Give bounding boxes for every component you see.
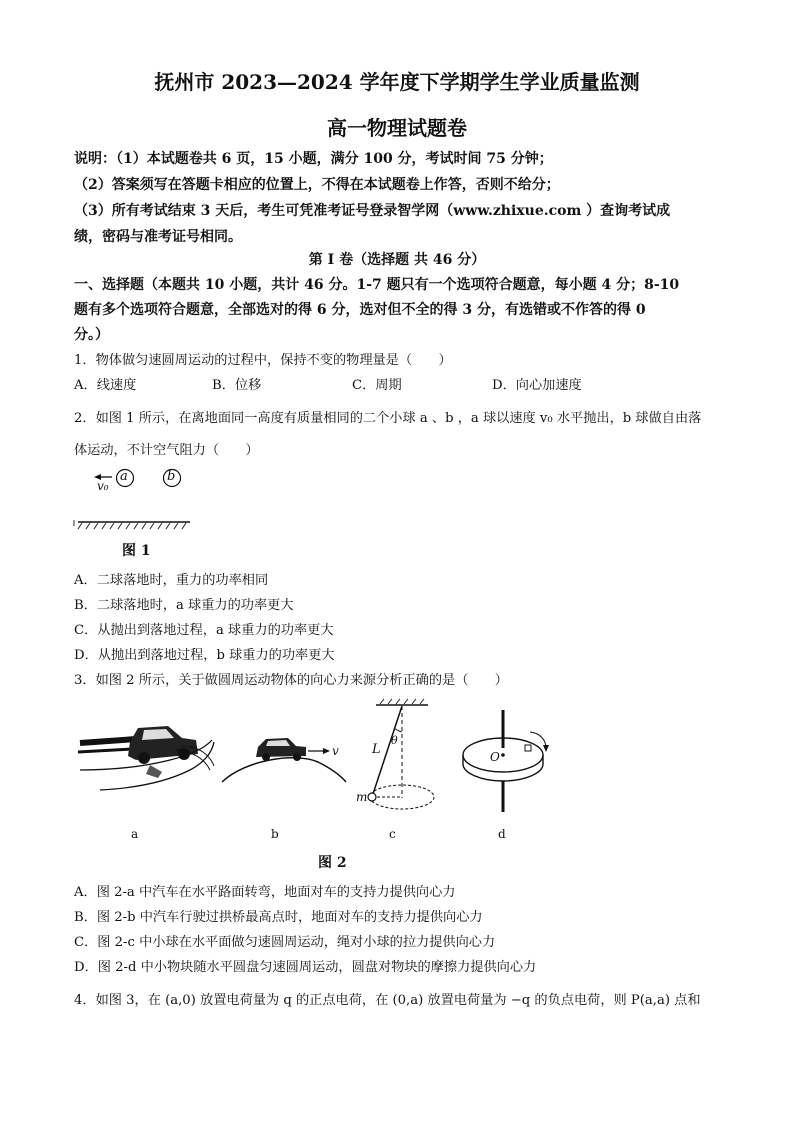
figure-2d-rotating-disk	[463, 710, 549, 812]
q3-option-c: C．图 2-c 中小球在水平面做匀速圆周运动，绳对小球的拉力提供向心力	[74, 935, 496, 950]
note-line-2: （2）答案须写在答题卡相应的位置上，不得在本试题卷上作答，否则不给分；	[74, 177, 560, 193]
q2-option-d: D．从抛出到落地过程，b 球重力的功率更大	[74, 648, 335, 663]
note-line-3: （3）所有考试结束 3 天后，考生可凭准考证号登录智学网（www.zhixue.com ）查询考试成	[74, 203, 671, 219]
q2-stem-line-2: 体运动，不计空气阻力（ ）	[74, 443, 259, 458]
q1-option-d: D．向心加速度	[492, 378, 582, 393]
figure-2a-label: a	[131, 827, 139, 841]
q1-option-a: A．线速度	[74, 378, 137, 393]
q1-option-c: C．周期	[352, 378, 402, 393]
q3-stem: 3．如图 2 所示，关于做圆周运动物体的向心力来源分析正确的是（ ）	[74, 673, 508, 688]
q2-option-b: B．二球落地时，a 球重力的功率更大	[74, 598, 294, 613]
figure-1-caption: 图 1	[122, 543, 151, 559]
q2-option-c: C．从抛出到落地过程，a 球重力的功率更大	[74, 623, 334, 638]
part1-intro-1: 一、选择题（本题共 10 小题，共计 46 分。1-7 题只有一个选项符合题意，每小题 4 分；8-10	[74, 277, 680, 293]
figure-2-caption: 图 2	[318, 855, 347, 871]
q1-stem: 1．物体做匀速圆周运动的过程中，保持不变的物理量是（ ）	[74, 353, 452, 368]
q2-stem-line-1: 2．如图 1 所示，在离地面同一高度有质量相同的二个小球 a 、b ，a 球以速度 v₀ 水平抛出，b 球做自由落	[74, 411, 702, 426]
figure-2c-theta-label: θ	[391, 734, 398, 747]
q1-option-b: B．位移	[212, 378, 262, 393]
exam-subtitle: 高一物理试题卷	[327, 116, 467, 140]
q3-option-b: B．图 2-b 中汽车行驶过拱桥最高点时，地面对车的支持力提供向心力	[74, 910, 483, 925]
part1-heading: 第 I 卷（选择题 共 46 分）	[308, 252, 486, 268]
figure-2c-m-label: m	[356, 790, 368, 804]
figure-2b-car-on-bridge	[222, 738, 346, 782]
figure-2b-v-label: v	[332, 744, 339, 758]
note-line-4: 绩，密码与准考证号相同。	[74, 229, 242, 245]
figure-1-v0-label: v₀	[97, 479, 109, 493]
part1-intro-3: 分。）	[74, 327, 109, 343]
figure-2d-label: d	[498, 827, 506, 841]
q3-option-d: D．图 2-d 中小物块随水平圆盘匀速圆周运动，圆盘对物块的摩擦力提供向心力	[74, 960, 537, 975]
figure-2d-O-label: O	[490, 750, 500, 764]
figure-2b-label: b	[271, 827, 279, 841]
q3-option-a: A．图 2-a 中汽车在水平路面转弯，地面对车的支持力提供向心力	[74, 885, 456, 900]
figure-2a-car-turning	[78, 726, 214, 790]
note-line-1: 说明：（1）本试题卷共 6 页，15 小题，满分 100 分，考试时间 75 分钟；	[74, 151, 553, 167]
figure-2c-L-label: L	[372, 742, 381, 757]
q2-option-a: A．二球落地时，重力的功率相同	[74, 573, 269, 588]
figure-2c-label: c	[389, 827, 396, 841]
part1-intro-2: 题有多个选项符合题意，全部选对的得 6 分，选对但不全的得 3 分，有选错或不作答的得 0	[74, 302, 646, 318]
figure-1-ball-a-label: a	[120, 469, 128, 484]
exam-title: 抚州市 2023—2024 学年度下学期学生学业质量监测	[154, 70, 640, 94]
figure-1-ball-b-label: b	[167, 469, 176, 484]
q4-stem: 4．如图 3，在 (a,0) 放置电荷量为 q 的正点电荷，在 (0,a) 放置电荷量为 −q 的负点电荷，则 P(a,a) 点和	[74, 993, 701, 1008]
